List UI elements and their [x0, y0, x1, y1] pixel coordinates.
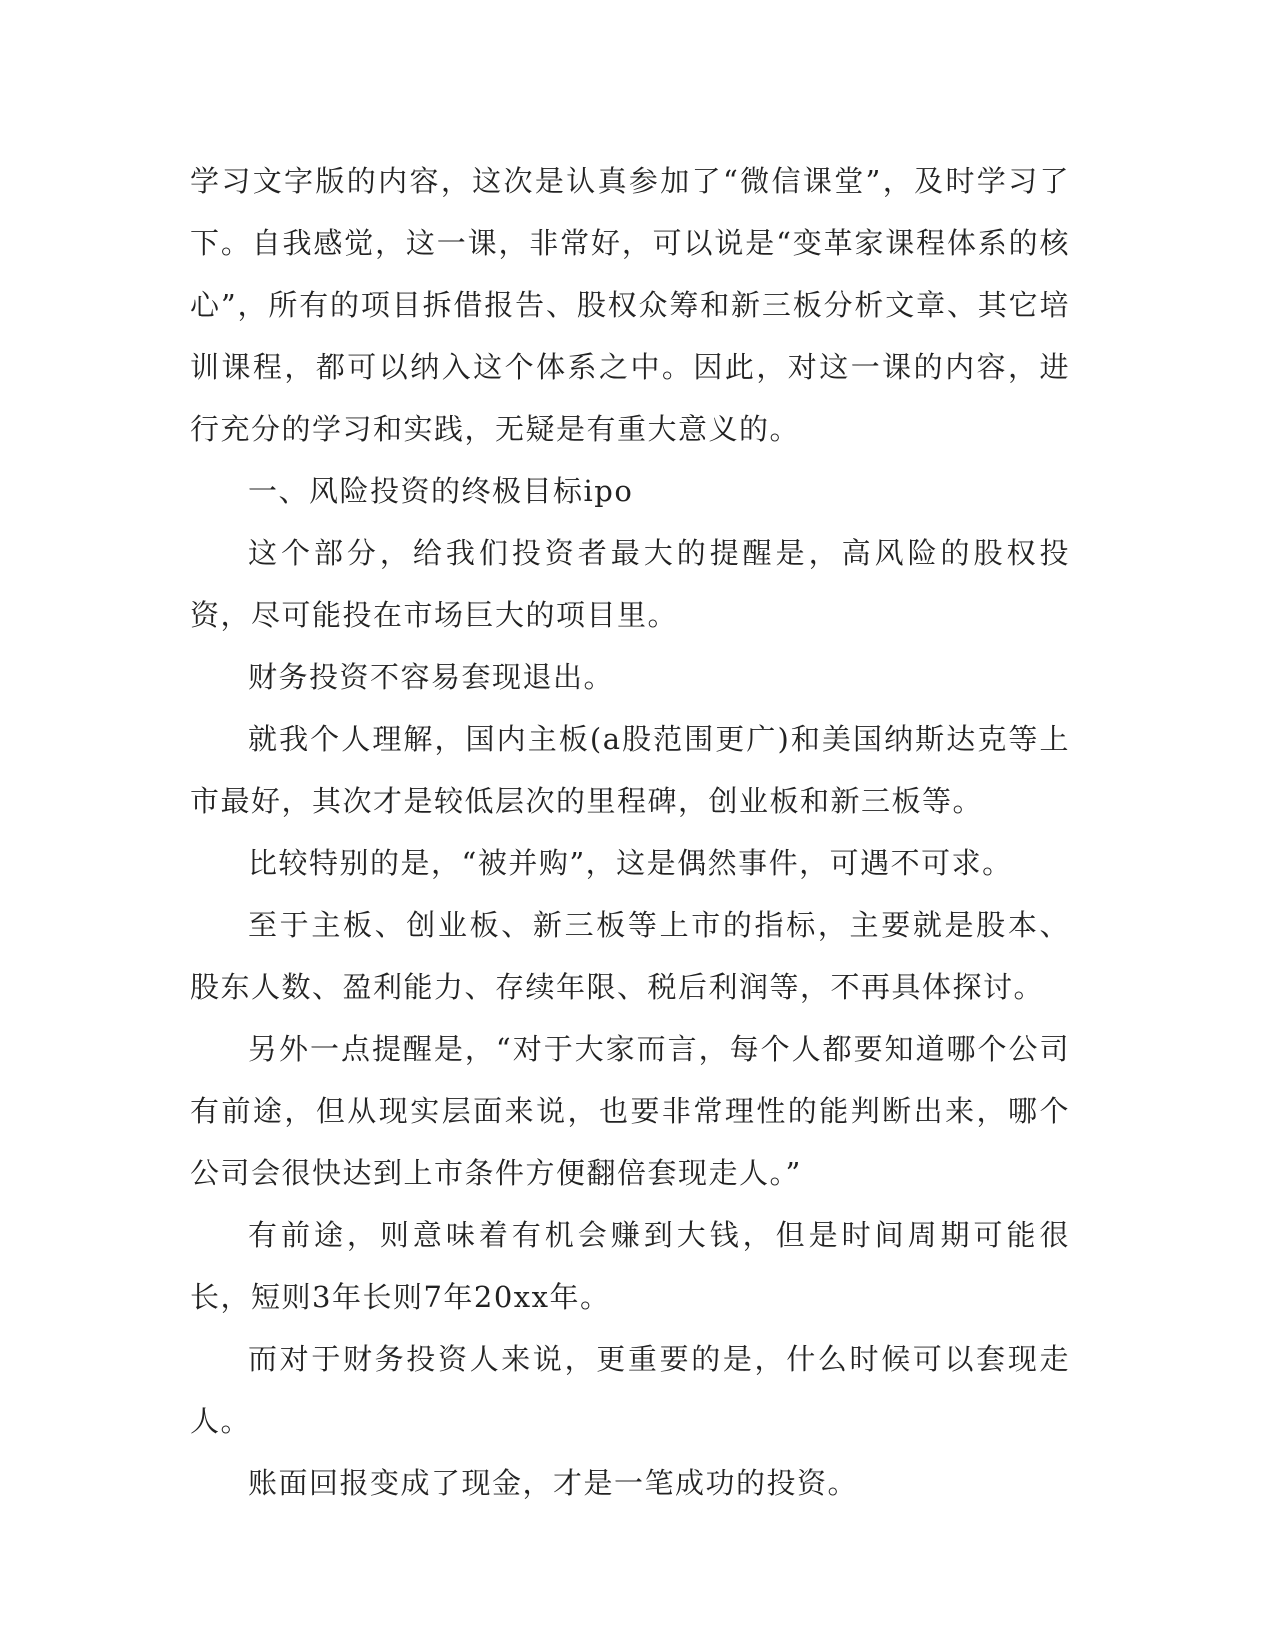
- paragraph: 另外一点提醒是，“对于大家而言，每个人都要知道哪个公司有前途，但从现实层面来说，也要非常理性的能判断出来，哪个公司会很快达到上市条件方便翻倍套现走人。”: [190, 1032, 1070, 1190]
- paragraph-intro: 学习文字版的内容，这次是认真参加了“微信课堂”，及时学习了下。自我感觉，这一课，非常好，可以说是“变革家课程体系的核心”，所有的项目拆借报告、股权众筹和新三板分析文章、其它培训课程，都可以纳入这个体系之中。因此，对这一课的内容，进行充分的学习和实践，无疑是有重大意义的。: [190, 164, 1070, 446]
- paragraph: 而对于财务投资人来说，更重要的是，什么时候可以套现走人。: [190, 1342, 1070, 1438]
- paragraph: 这个部分，给我们投资者最大的提醒是，高风险的股权投资，尽可能投在市场巨大的项目里。: [190, 536, 1070, 632]
- paragraph: 至于主板、创业板、新三板等上市的指标，主要就是股本、股东人数、盈利能力、存续年限、税后利润等，不再具体探讨。: [190, 908, 1070, 1004]
- paragraph: 有前途，则意味着有机会赚到大钱，但是时间周期可能很长，短则3年长则7年20xx年。: [190, 1218, 1070, 1314]
- paragraph: 账面回报变成了现金，才是一笔成功的投资。: [248, 1466, 859, 1500]
- document-body: [190, 150, 1070, 1514]
- section-heading: 一、风险投资的终极目标ipo: [248, 474, 634, 508]
- paragraph: 财务投资不容易套现退出。: [248, 660, 615, 694]
- paragraph: 就我个人理解，国内主板(a股范围更广)和美国纳斯达克等上市最好，其次才是较低层次的里程碑，创业板和新三板等。: [190, 722, 1070, 818]
- paragraph: 比较特别的是，“被并购”，这是偶然事件，可遇不可求。: [248, 846, 1013, 880]
